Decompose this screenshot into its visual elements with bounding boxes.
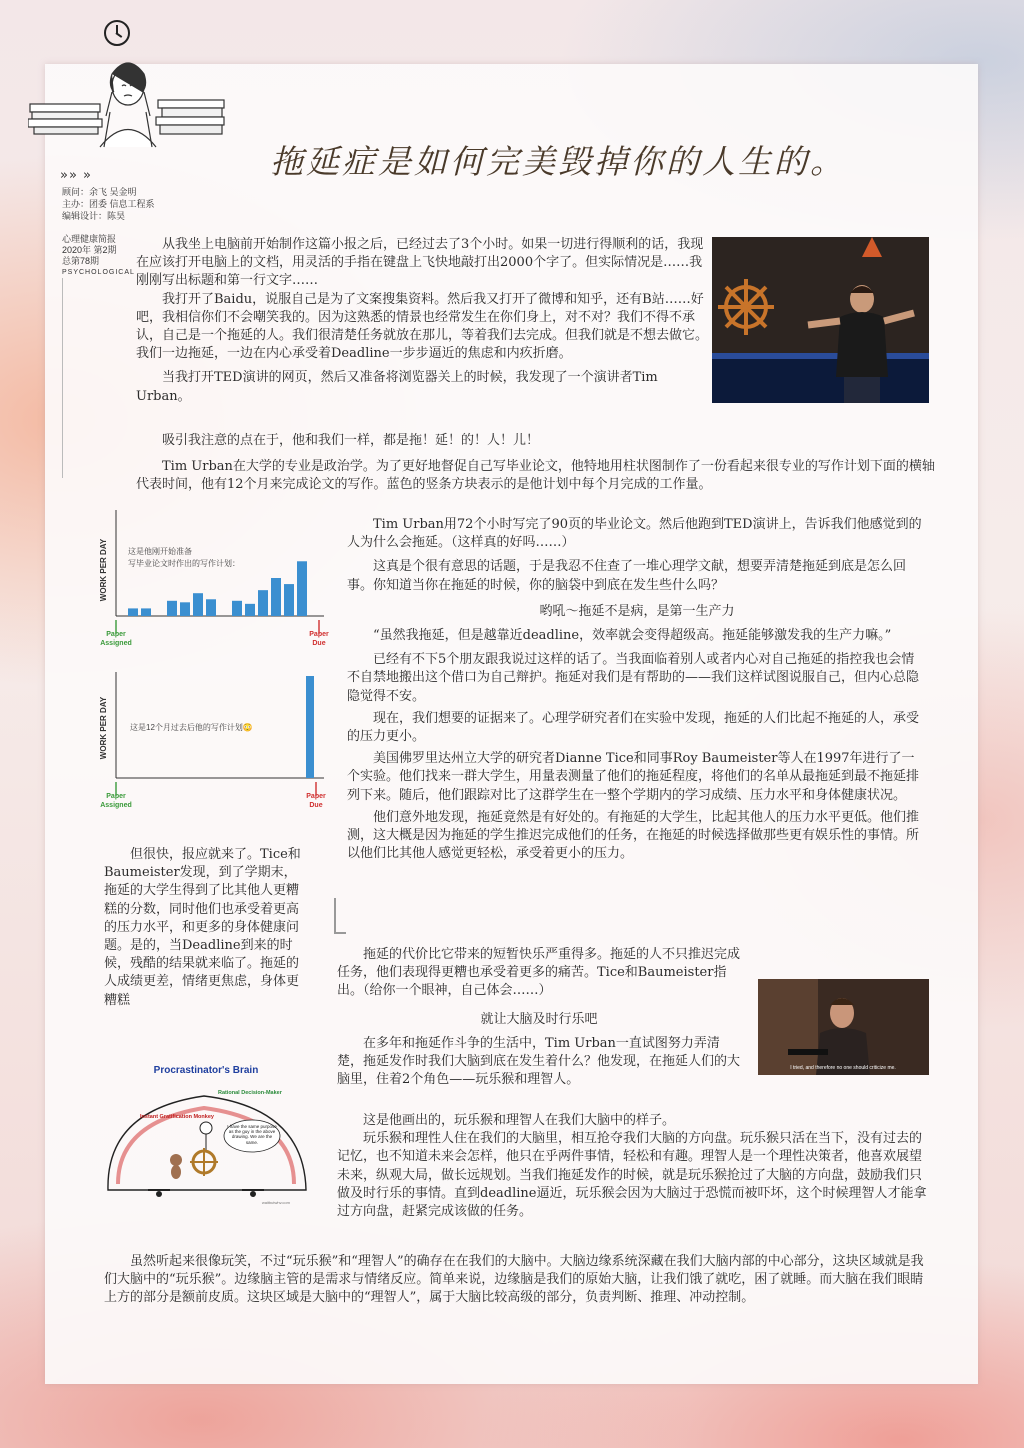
paragraph: 已经有不下5个朋友跟我说过这样的话了。当我面临着别人或者内心对自己拖延的指控我也会情不自禁地搬出这个借口为自己辩护。拖延对我们是有帮助的——我们这样试图说服自己，但内心总隐隐觉得不安。: [347, 652, 920, 704]
credits-block: [62, 186, 155, 222]
brain-watermark: waitbutwhy.com: [261, 1200, 290, 1204]
paragraph: “虽然我拖延，但是越靠近deadline，效率就会变得超级高。拖延能够激发我的生产力嘛。”: [373, 628, 892, 644]
issue-line: 心理健康简报: [62, 234, 117, 244]
paragraph: 这真是个很有意思的话题，于是我忍不住查了一堆心理学文献，想要弄清楚拖延到底是怎么回事。你知道当你在拖延的时候，你的脑袋中到底在发生些什么吗？: [347, 559, 907, 593]
rational-label: Rational Decision-Maker: [218, 1090, 282, 1096]
intro-text: [136, 236, 710, 406]
chart-ylabel: WORK PER DAY: [99, 538, 108, 602]
chart-bar: [284, 584, 294, 616]
rational-person-icon: [200, 1122, 212, 1134]
paragraph: 在多年和拖延作斗争的生活中，Tim Urban一直试图努力弄清楚，拖延发作时我们大脑到底在发生着什么？他发现，在拖延人们的大脑里，住着2个角色——玩乐猴和理智人。: [337, 1035, 741, 1088]
chart-annotation: 这是12个月过去后他的写作计划😳: [130, 723, 253, 732]
writing-plan-chart: [92, 504, 332, 654]
paragraph: 现在，我们想要的证据来了。心理学研究者们在实验中发现，拖延的人们比起不拖延的人，承受的压力更小。: [347, 710, 920, 745]
paragraph: 从我坐上电脑前开始制作这篇小报之后，已经过去了3个小时。如果一切进行得顺利的话，我现在应该打开电脑上的文档，用灵活的手指在键盘上飞快地敲打出2000个字了。但实际情况是……我刚刚写出标题和第一行文字……: [136, 237, 704, 289]
paragraph: 美国佛罗里达州立大学的研究者Dianne Tice和同事Roy Baumeister等人在1997年进行了一个实验。他们找来一群大学生，用量表测量了他们的拖延程度，将他们的名单从最拖延到最不拖延排列下来。随后，他们跟踪对比了这群学生在一整个学期内的学习成绩、压力水平和身体健康状况。: [347, 751, 920, 803]
chart-x-start-label: Paper: [106, 793, 126, 800]
credit-line: 编辑设计：陈昊: [62, 211, 126, 221]
chart-bar: [258, 590, 268, 616]
paragraph: 吸引我注意的点在于，他和我们一样，都是拖！延！的！人！儿！: [162, 433, 540, 448]
issue-english: PSYCHOLOGICAL: [62, 269, 135, 276]
paragraph: Tim Urban用72个小时写完了90页的毕业论文。然后他跑到TED演讲上，告诉我们他感觉到的人为什么会拖延。（这样真的好吗……）: [347, 517, 922, 551]
issue-info: [62, 234, 135, 278]
chart-x-start-label: Assigned: [100, 640, 132, 647]
paragraph: 他们意外地发现，拖延竟然是有好处的。有拖延的大学生，比起其他人的压力水平更低。他们推测，这大概是因为拖延的学生推迟完成他们的任务，在拖延的时候选择做那些更有娱乐性的事情。所以他们比其他人感觉更轻松，承受着更小的压力。: [347, 809, 920, 862]
credit-line: 主办：团委 信息工程系: [62, 199, 155, 209]
cost-paragraph: [337, 946, 741, 1089]
monkey-label: Instant Gratification Monkey: [140, 1114, 214, 1120]
paragraph: 虽然听起来很像玩笑，不过“玩乐猴”和“理智人”的确存在在我们的大脑中。大脑边缘系统深藏在我们大脑内部的中心部分，这块区域就是我们大脑中的“玩乐猴”。边缘脑主管的是需求与情绪反应。简单来说，边缘脑是我们的原始大脑，让我们饿了就吃，困了就睡。而大脑在我们眼睛上方的部分是额前皮质。这块区域是大脑中的“理智人”，属于大脑比较高级的部分，负责判断、推理、冲动控制。: [104, 1254, 924, 1306]
right-column: [347, 516, 927, 863]
chart-bar: [306, 676, 314, 778]
paragraph: 拖延的代价比它带来的短暂快乐严重得多。拖延的人不只推迟完成任务，他们表现得更糟也承受着更多的痛苦。Tice和Baumeister指出。（给你一个眼神，自己体会……）: [337, 947, 741, 999]
paragraph: 当我打开TED演讲的网页，然后又准备将浏览器关上的时候，我发现了一个演讲者Tim Urban。: [136, 370, 658, 404]
photo-caption: I tried, and therefore no one should criticize me.: [790, 1065, 896, 1071]
chart-bar: [193, 593, 203, 616]
intro-text-2: [136, 432, 936, 495]
chart-x-start-label: Paper: [106, 631, 126, 638]
chart-x-end-label: Due: [309, 802, 323, 809]
issue-line: 总第78期: [62, 256, 100, 266]
chart-bar: [271, 578, 281, 616]
actual-writing-chart: [92, 668, 332, 818]
chart-bar: [180, 602, 190, 616]
stressed-woman-illustration: [28, 52, 228, 152]
section-heading: 就让大脑及时行乐吧: [480, 1011, 598, 1027]
chart-x-end-label: Paper: [306, 793, 326, 800]
chart-bar: [297, 561, 307, 616]
credit-line: 顾问：余飞 吴金明: [62, 187, 137, 197]
chart-annotation: 这是他刚开始准备 写毕业论文时作出的写作计划：: [128, 547, 240, 568]
chart-bar: [128, 608, 138, 616]
chart-x-end-label: Due: [312, 640, 326, 647]
clock-icon: [104, 20, 130, 46]
monkey-section: [337, 1112, 927, 1221]
left-paragraph: [104, 846, 308, 1010]
actor-photo: [758, 979, 929, 1075]
chart-bar: [141, 608, 151, 616]
paragraph: Tim Urban在大学的专业是政治学。为了更好地督促自己写毕业论文，他特地用柱状图制作了一份看起来很专业的写作计划下面的横轴代表时间，他有12个月来完成论文的写作。蓝色的竖条方块表示的是他计划中每个月完成的工作量。: [136, 459, 935, 493]
brain-title: Procrastinator's Brain: [153, 1065, 259, 1076]
speaker-photo: [712, 237, 929, 403]
issue-line: 2020年 第2期: [62, 245, 117, 255]
paragraph: 但很快，报应就来了。Tice和Baumeister发现，到了学期末，拖延的大学生得到了比其他人更糟糕的分数，同时他们也承受着更高的压力水平，和更多的身体健康问题。是的，当Deadline到来的时候，残酷的结果就来临了。拖延的人成绩更差，情绪更焦虑，身体更糟糕: [104, 847, 301, 1008]
divider: [62, 278, 63, 478]
section-heading: 哟吼～拖延不是病，是第一生产力: [539, 603, 735, 619]
speech-text: I have the same purpose as the guy in the above drawing. We are the same.: [227, 1124, 277, 1145]
chart-ylabel: WORK PER DAY: [99, 696, 108, 760]
chart-bar: [245, 604, 255, 616]
paragraph: 我打开了Baidu，说服自己是为了文案搜集资料。然后我又打开了微博和知乎，还有B站……好吧，我相信你们不会嘲笑我的。因为这熟悉的情景也经常发生在你们身上，对不对？我们不得不承认，自己是一个拖延的人。我们很清楚任务就放在那儿，等着我们去完成。但我们就是不想去做它。我们一边拖延，一边在内心承受着Deadline一步步逼近的焦虑和内疚折磨。: [136, 291, 709, 362]
chart-bar: [167, 601, 177, 616]
steering-wheel-icon: [190, 1148, 218, 1176]
chart-bar: [206, 599, 216, 616]
chart-x-start-label: Assigned: [100, 802, 132, 809]
procrastinator-brain-illustration: [100, 1060, 320, 1204]
decorative-bracket: [334, 898, 346, 934]
paragraph: 这是他画出的，玩乐猴和理智人在我们大脑中的样子。: [363, 1113, 676, 1128]
chart-bar: [232, 601, 242, 616]
paragraph: 玩乐猴和理性人住在我们的大脑里，相互抢夺我们大脑的方向盘。玩乐猴只活在当下，没有过去的记忆，也不知道未来会怎样，他只在乎两件事情，轻松和有趣。理智人是一个理性决策者，他喜欢展望未来，纵观大局，做长远规划。当我们拖延发作的时候，就是玩乐猴抢过了大脑的方向盘，鼓励我们只做及时行乐的事情。直到deadline逼近，玩乐猴会因为大脑过于恐慌而被吓坏，这个时候理智人才能拿过方向盘，赶紧完成该做的任务。: [337, 1131, 927, 1220]
monkey-icon: [170, 1154, 182, 1179]
chevron-arrows-icon: »» »: [60, 168, 92, 183]
chart-x-end-label: Paper: [309, 631, 329, 638]
final-paragraph: [104, 1253, 926, 1308]
page-title: 拖延症是如何完美毁掉你的人生的。: [270, 142, 846, 181]
